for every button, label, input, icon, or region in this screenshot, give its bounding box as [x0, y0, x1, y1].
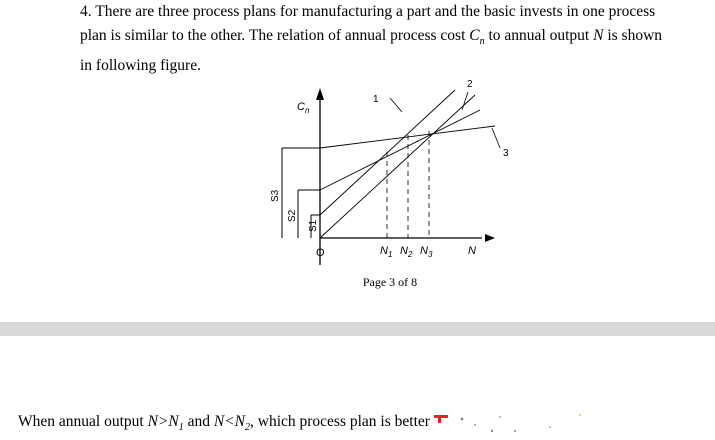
s1-label: S1: [308, 219, 319, 232]
scan-artifact: [430, 405, 590, 435]
speck: [491, 430, 493, 432]
process-line-2: [320, 110, 480, 190]
bottom-question: [18, 413, 430, 433]
question-line-2-suffix: is shown: [603, 27, 663, 44]
cond-1: N>N: [147, 413, 179, 430]
var-cn: C: [469, 27, 480, 44]
bottom-mid: and: [183, 413, 214, 430]
process-line-3: [320, 126, 495, 148]
cond-1-sub: 1: [178, 422, 184, 434]
question-line-2-mid: to annual output: [484, 27, 594, 44]
question-line-3: in following figure.: [80, 57, 201, 75]
red-mark: [434, 415, 448, 418]
var-n: N: [593, 27, 604, 44]
n2-label: $N_2$: [400, 245, 413, 259]
speck: [579, 414, 582, 417]
process-line-1: [320, 90, 455, 215]
bottom-prefix: When annual output: [18, 413, 148, 430]
question-line-1: 4. There are three process plans for manufacturing a part and the basic invests in one process: [80, 3, 656, 20]
n3-label: $N_3$: [420, 245, 433, 259]
page-separator: [0, 322, 715, 336]
page-number: Page 3 of 8: [362, 275, 418, 289]
speck: [549, 426, 551, 428]
bottom-suffix: , which process plan is better: [250, 413, 430, 430]
origin-label: O: [316, 247, 325, 259]
s3-label: S3: [270, 189, 281, 202]
speck: [499, 416, 501, 418]
cond-2-sub: 2: [245, 422, 250, 434]
line-label-3: 3: [503, 148, 509, 159]
var-cn-sub: n: [479, 36, 485, 48]
x-axis-label: N: [468, 245, 476, 257]
s2-label: S2: [287, 209, 298, 222]
cond-2: N<N: [213, 413, 245, 430]
n1-label: $N_1$: [380, 245, 393, 259]
leader-3: [492, 128, 500, 148]
leader-2: [462, 92, 468, 110]
line-label-2: 2: [467, 79, 473, 90]
line-label-1: 1: [373, 94, 379, 105]
leader-1: [390, 98, 402, 112]
speck: [461, 418, 464, 421]
x-axis-arrow: [485, 234, 495, 242]
red-mark-2: [438, 418, 441, 423]
speck: [514, 430, 516, 432]
y-axis-arrow: [316, 88, 324, 100]
process-line-extra: [320, 95, 475, 238]
question-line-2-prefix: plan is similar to the other. The relation of annual process cost: [80, 27, 470, 44]
speck: [474, 424, 476, 426]
y-axis-label: $C_n$: [297, 101, 310, 115]
